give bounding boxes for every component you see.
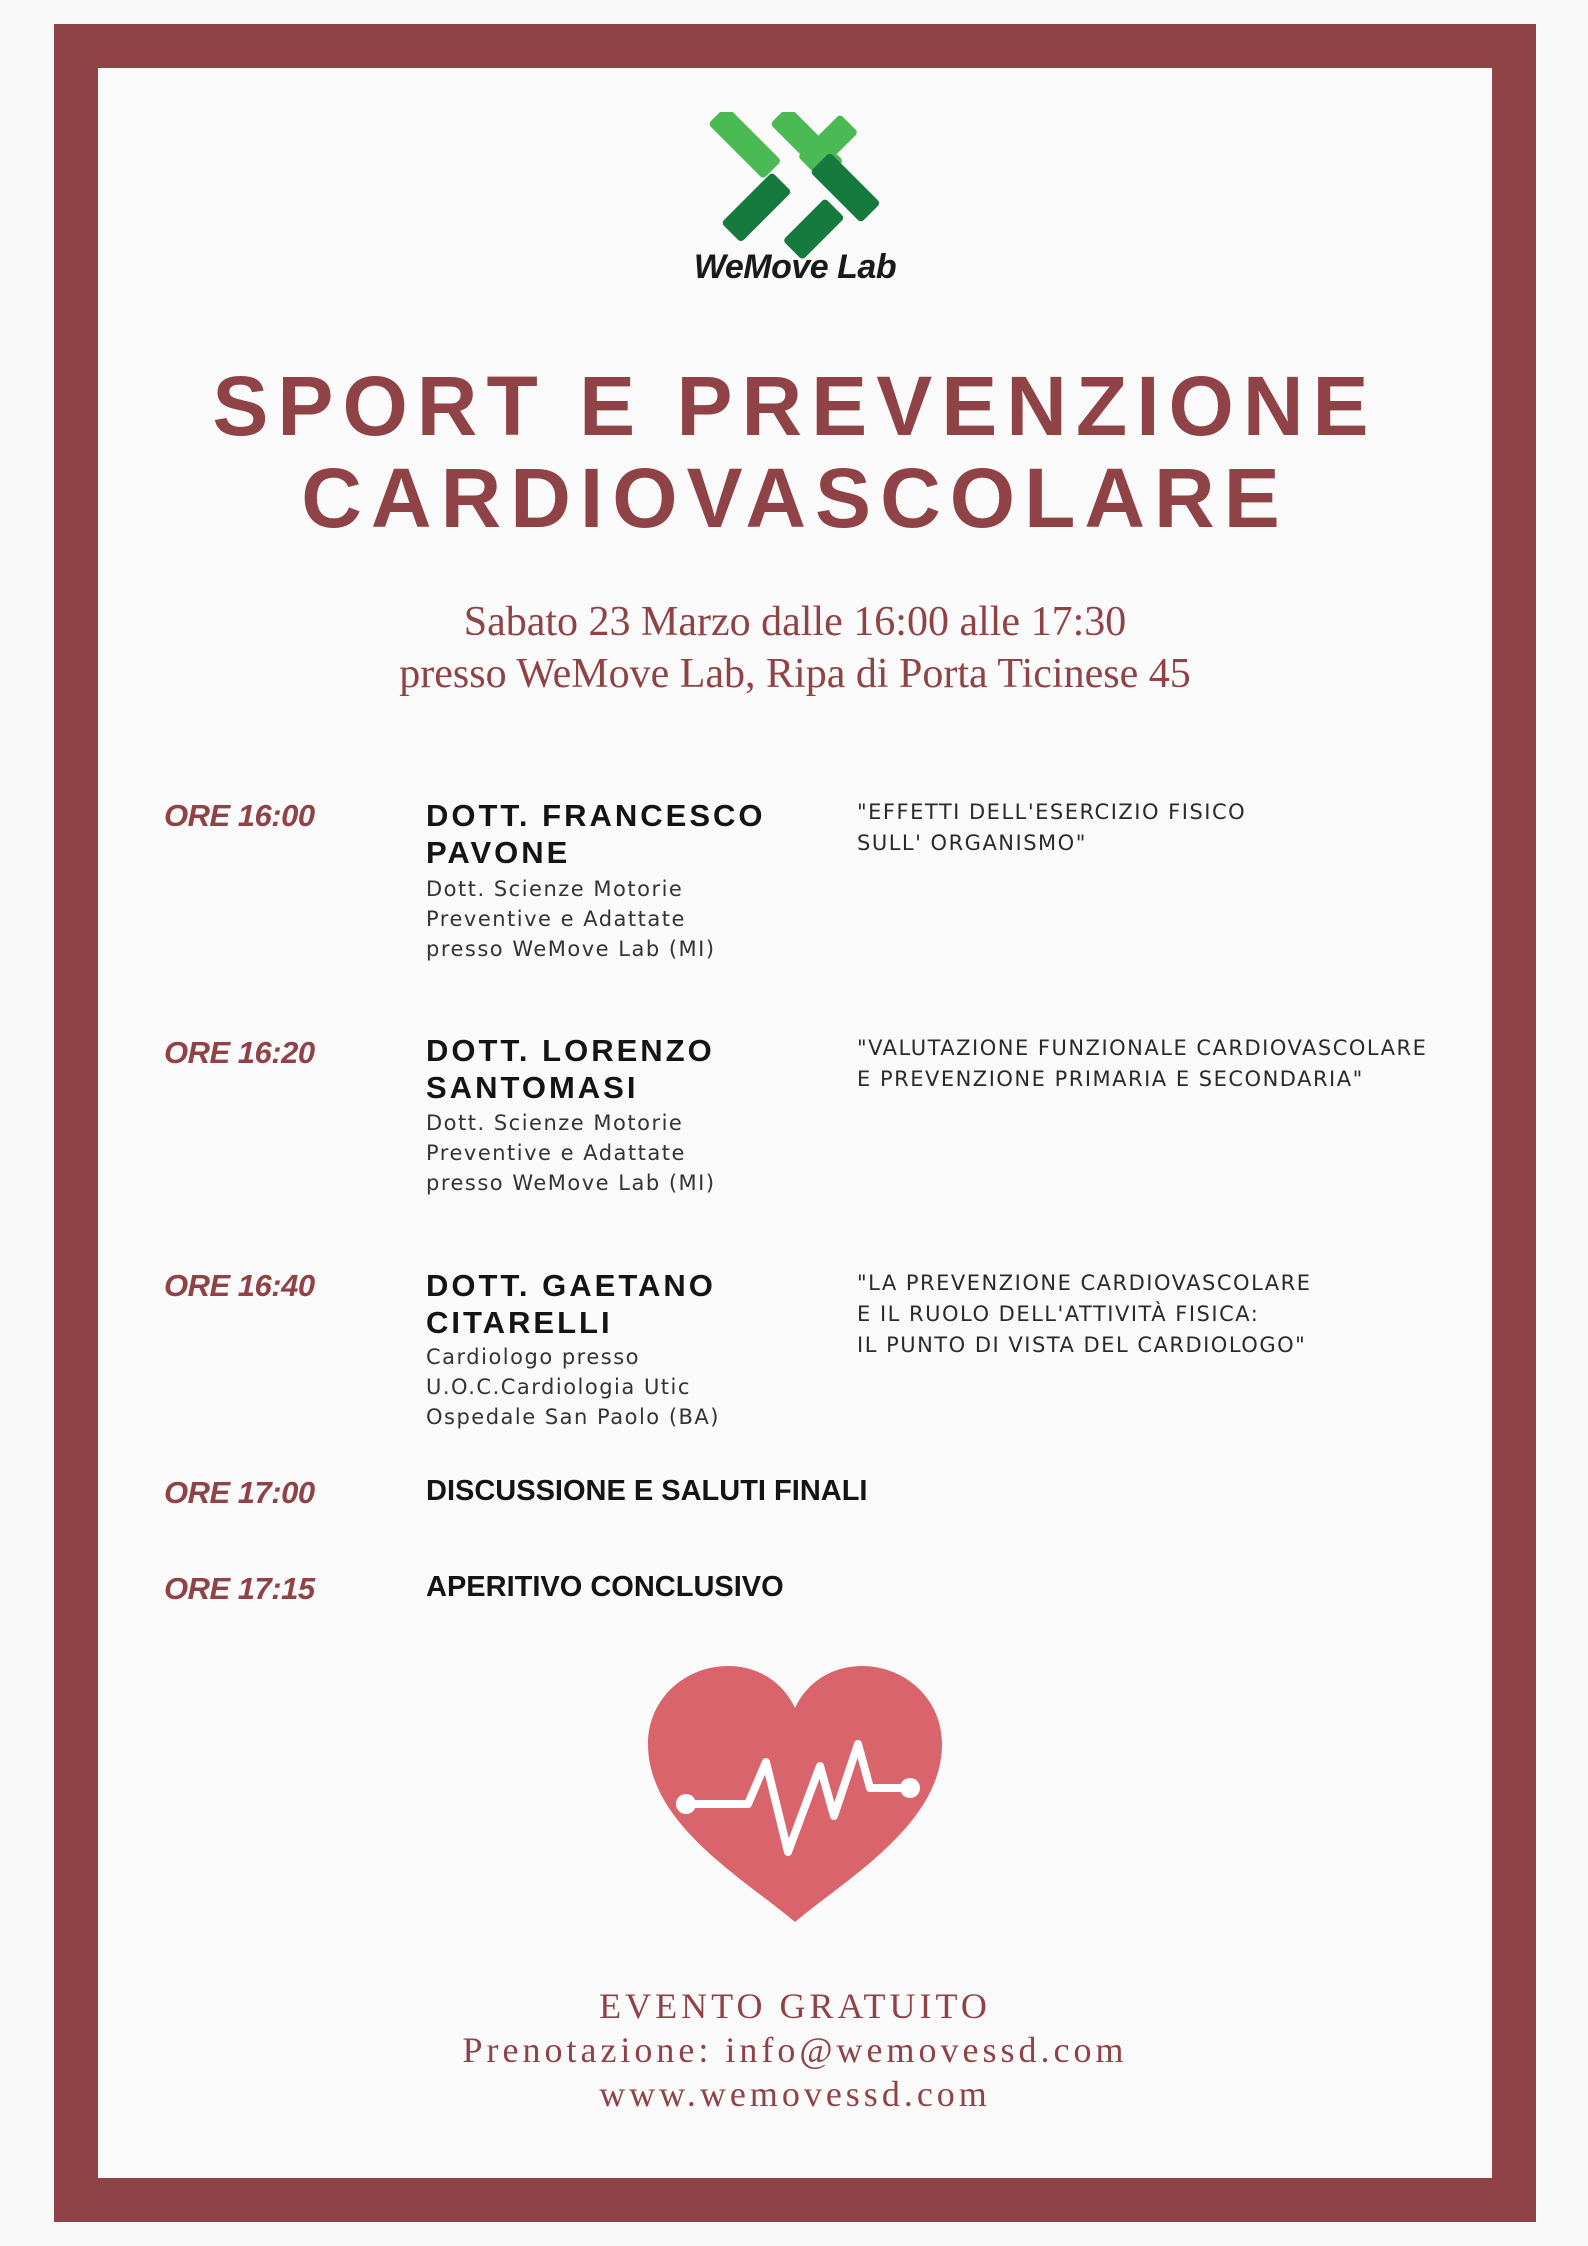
footer-booking-email[interactable]: Prenotazione: info@wemovessd.com bbox=[462, 2030, 1128, 2070]
closing-item-aperitivo: APERITIVO CONCLUSIVO bbox=[426, 1571, 784, 1603]
speaker-name-line: CITARELLI bbox=[426, 1305, 613, 1340]
program-time-3: ORE 16:40 bbox=[164, 1268, 315, 1303]
program-time-1: ORE 16:00 bbox=[164, 798, 315, 833]
heartbeat-dot-left bbox=[676, 1794, 696, 1814]
talk-line: IL PUNTO DI VISTA DEL CARDIOLOGO" bbox=[857, 1333, 1307, 1357]
heart-shape bbox=[648, 1666, 942, 1922]
role-line: Preventive e Adattate bbox=[426, 1141, 686, 1165]
role-line: U.O.C.Cardiologia Utic bbox=[426, 1375, 691, 1399]
footer-website[interactable]: www.wemovessd.com bbox=[599, 2074, 991, 2114]
heartbeat-dot-right bbox=[900, 1778, 920, 1798]
talk-line: "EFFETTI DELL'ESERCIZIO FISICO bbox=[857, 800, 1247, 824]
speaker-role-2 bbox=[426, 1108, 806, 1198]
talk-line: E PREVENZIONE PRIMARIA E SECONDARIA" bbox=[857, 1067, 1364, 1091]
role-line: presso WeMove Lab (MI) bbox=[426, 937, 716, 961]
speaker-name-line: DOTT. GAETANO bbox=[426, 1268, 716, 1303]
role-line: Dott. Scienze Motorie bbox=[426, 1111, 684, 1135]
speaker-name-3 bbox=[426, 1267, 806, 1341]
talk-line: "VALUTAZIONE FUNZIONALE CARDIOVASCOLARE bbox=[857, 1036, 1428, 1060]
footer-free-event: EVENTO GRATUITO bbox=[599, 1986, 991, 2026]
speaker-role-1 bbox=[426, 874, 806, 964]
logo-dark-green-strokes bbox=[721, 152, 881, 260]
speaker-role-3 bbox=[426, 1342, 806, 1432]
speaker-name-2 bbox=[426, 1032, 806, 1106]
talk-title-2 bbox=[857, 1033, 1457, 1095]
speaker-name-1 bbox=[426, 797, 806, 871]
program-time-4: ORE 17:00 bbox=[164, 1475, 315, 1510]
title-line-2: CARDIOVASCOLARE bbox=[301, 451, 1289, 545]
talk-title-1 bbox=[857, 797, 1457, 859]
role-line: presso WeMove Lab (MI) bbox=[426, 1171, 716, 1195]
event-location: presso WeMove Lab, Ripa di Porta Ticinese 45 bbox=[399, 651, 1191, 697]
heartbeat-heart-icon bbox=[648, 1666, 942, 1922]
speaker-name-line: DOTT. FRANCESCO bbox=[426, 798, 766, 833]
talk-title-3 bbox=[857, 1268, 1457, 1361]
role-line: Dott. Scienze Motorie bbox=[426, 877, 684, 901]
talk-line: "LA PREVENZIONE CARDIOVASCOLARE bbox=[857, 1271, 1312, 1295]
role-line: Cardiologo presso bbox=[426, 1345, 640, 1369]
role-line: Preventive e Adattate bbox=[426, 907, 686, 931]
logo-text: WeMove Lab bbox=[693, 248, 897, 286]
talk-line: E IL RUOLO DELL'ATTIVITÀ FISICA: bbox=[857, 1302, 1260, 1326]
speaker-name-line: PAVONE bbox=[426, 835, 571, 870]
closing-item-discussion: DISCUSSIONE E SALUTI FINALI bbox=[426, 1475, 868, 1507]
role-line: Ospedale San Paolo (BA) bbox=[426, 1405, 720, 1429]
program-time-5: ORE 17:15 bbox=[164, 1571, 315, 1606]
event-date: Sabato 23 Marzo dalle 16:00 alle 17:30 bbox=[463, 599, 1127, 645]
title-line-1: SPORT E PREVENZIONE bbox=[212, 359, 1378, 453]
program-time-2: ORE 16:20 bbox=[164, 1035, 315, 1070]
talk-line: SULL' ORGANISMO" bbox=[857, 831, 1087, 855]
speaker-name-line: SANTOMASI bbox=[426, 1070, 639, 1105]
speaker-name-line: DOTT. LORENZO bbox=[426, 1033, 715, 1068]
